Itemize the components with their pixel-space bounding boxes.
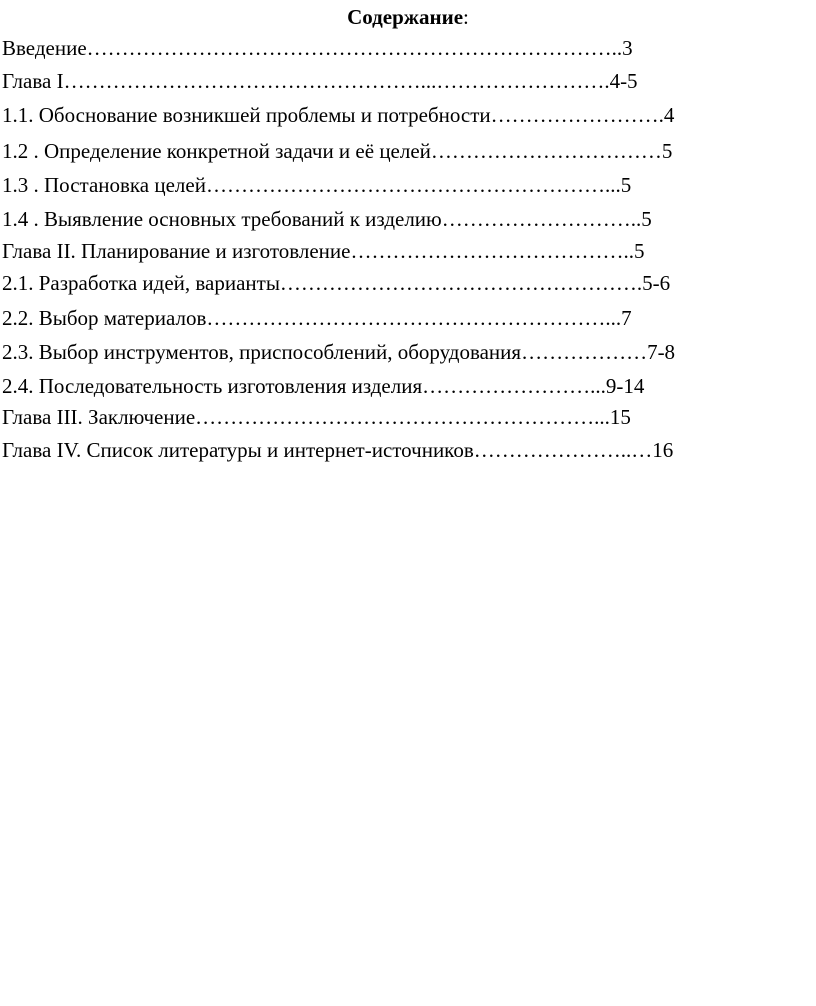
toc-entry-chapter-2: Глава II. Планирование и изготовление…………………………………..5 [2,239,645,263]
title-text: Содержание [347,5,464,29]
page-title [0,3,816,31]
title-colon: : [463,5,469,29]
toc-entry-1-1: 1.1. Обоснование возникшей проблемы и потребности…………………….4 [2,103,675,127]
toc-entry-introduction: Введение…………………………………………………………………..3 [2,36,633,60]
toc-entry-2-1: 2.1. Разработка идей, варианты…………………………………………….5-6 [2,271,671,295]
toc-entry-chapter-1: Глава I……………………………………………...…………………….4-5 [2,69,638,93]
toc-entry-2-3: 2.3. Выбор инструментов, приспособлений, оборудования………………7-8 [2,340,676,364]
toc-entry-1-2: 1.2 . Определение конкретной задачи и её целей……………………………5 [2,139,673,163]
toc-entry-1-4: 1.4 . Выявление основных требований к изделию………………………..5 [2,207,652,231]
toc-entry-1-3: 1.3 . Постановка целей…………………………………………………...5 [2,173,632,197]
toc-entry-2-2: 2.2. Выбор материалов…………………………………………………...7 [2,306,632,330]
toc-entry-chapter-4: Глава IV. Список литературы и интернет-источников…………………..…16 [2,438,674,462]
toc-entry-2-4: 2.4. Последовательность изготовления изделия……………………...9-14 [2,374,645,398]
toc-entry-chapter-3: Глава III. Заключение…………………………………………………...15 [2,405,631,429]
